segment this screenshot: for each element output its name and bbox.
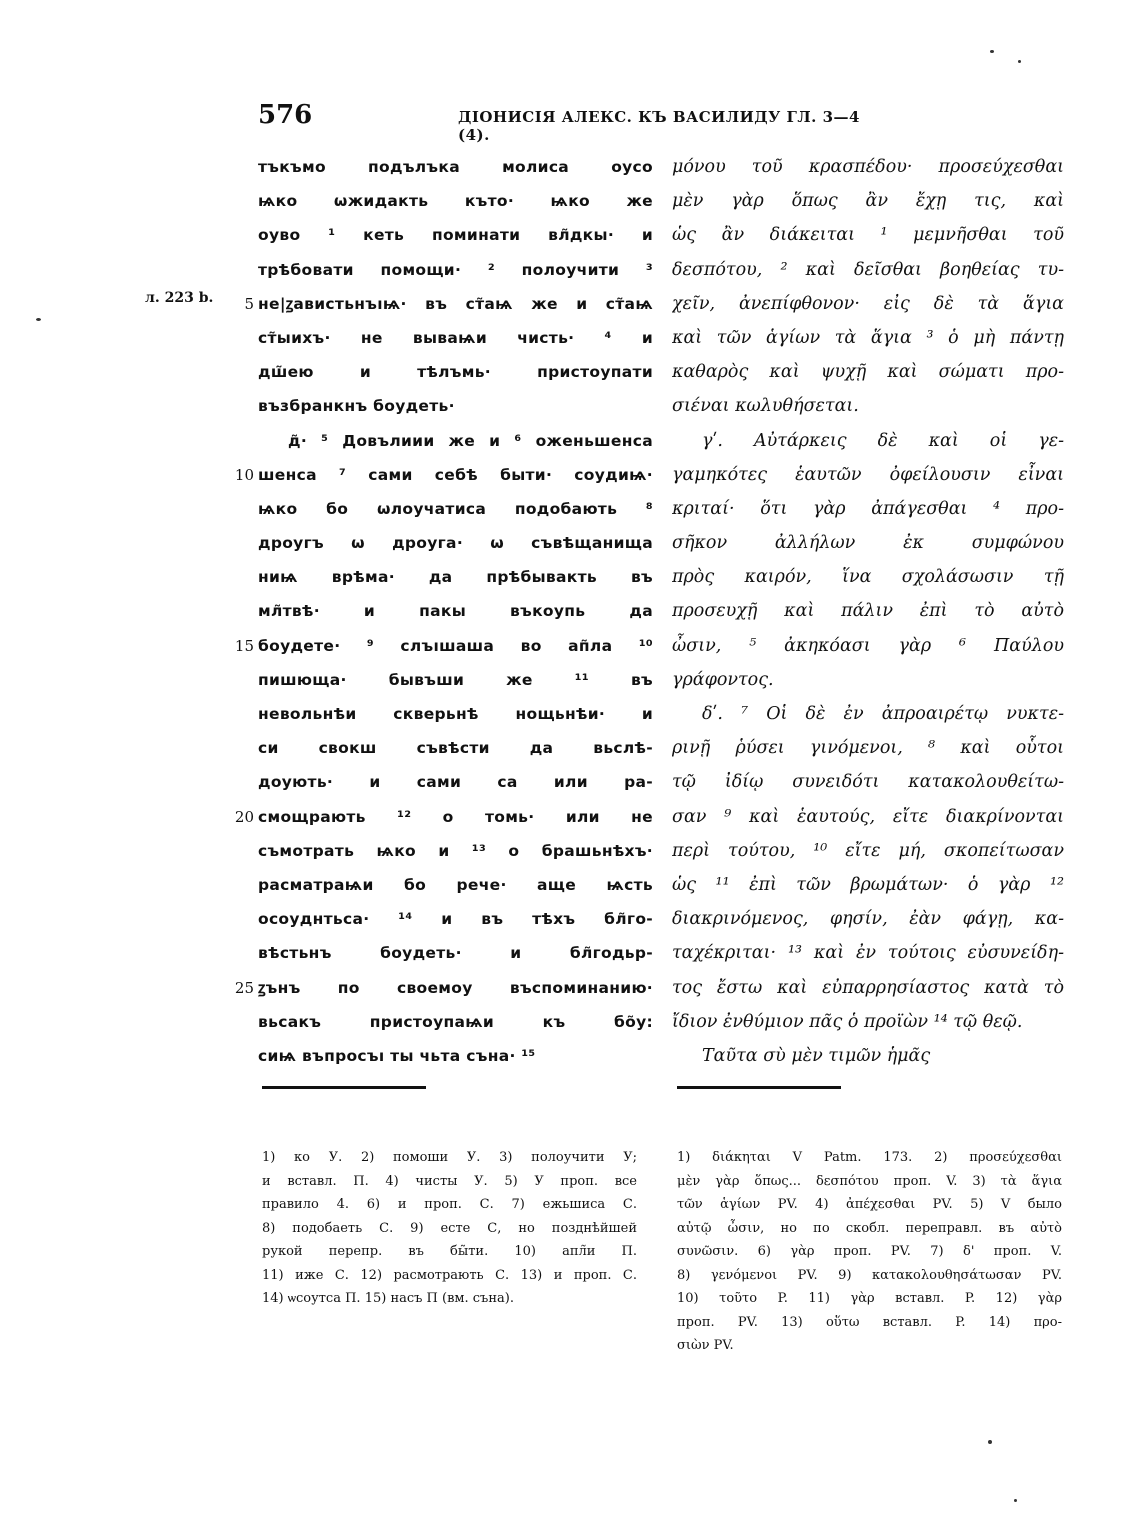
greek-text-line: δʹ. ⁷ Οἱ δὲ ἐν ἀπροαιρέτῳ νυκτε-: [702, 704, 1064, 724]
margin-note: л. 223 b.: [145, 290, 214, 306]
greek-text-line: σῆκον ἀλλήλων ἐκ συμφώνου: [672, 533, 1064, 554]
page-number: 576: [258, 100, 313, 130]
greek-text-line: σιέναι κωλυθήσεται.: [672, 396, 859, 417]
slavonic-text-line: ст̃ыихъ· не вываѩи чисть· ⁴ и: [258, 328, 653, 347]
greek-text-line: καθαρὸς καὶ ψυχῇ καὶ σώματι προ-: [672, 362, 1064, 383]
footnote-line: и вставл. П. 4) чисты У. 5) У проп. все: [262, 1173, 637, 1189]
slavonic-text-line: вѣстьнъ боудеть· и бл̃годьр-: [258, 944, 653, 963]
greek-text-line: ταχέκριται· ¹³ καὶ ἐν τούτοις εὐσυνείδη-: [672, 943, 1064, 964]
slavonic-text-line: тъкъмо подълъка молиса оусо: [258, 158, 653, 176]
slavonic-text-line: вьсакъ пристоупаѩи къ бо̃у:: [258, 1012, 653, 1031]
footnotes-right: [677, 1146, 1062, 1358]
footnote-line: σιὼν PV.: [677, 1338, 734, 1353]
footnote-line: τῶν ἁγίων PV. 4) ἀπέχεσθαι PV. 5) V было: [677, 1197, 1062, 1212]
footnote-line: правило 4. 6) и проп. С. 7) ежьшиса С.: [262, 1197, 637, 1212]
footnote-rule-right: [677, 1086, 841, 1089]
scan-speck: [36, 318, 41, 321]
greek-text-line: σαν ⁹ καὶ ἑαυτούς, εἴτε διακρίνονται: [672, 806, 1064, 827]
greek-text-line: ρινῇ ῥύσει γινόμενοι, ⁸ καὶ οὗτοι: [672, 738, 1064, 759]
line-number: 10: [234, 465, 254, 484]
slavonic-text-line: съмотрать ѩко и ¹³ о брашьнѣхъ·: [258, 841, 653, 860]
footnote-line: 8) подобаеть С. 9) есте С, но позднѣйшей: [262, 1220, 637, 1236]
footnote-line: 11) иже С. 12) расмотрають С. 13) и проп. С.: [262, 1267, 637, 1283]
greek-text-line: μόνου τοῦ κρασπέδου· προσεύχεσθαι: [672, 157, 1064, 177]
line-number: 20: [234, 807, 254, 826]
greek-text-line: καὶ τῶν ἁγίων τὰ ἅγια ³ ὁ μὴ πάντῃ: [672, 327, 1064, 348]
greek-text-line: ἴδιον ἐνθύμιον πᾶς ὁ προϊὼν ¹⁴ τῷ θεῷ.: [672, 1011, 1023, 1032]
slavonic-text-line: не|ꙁавистьнъıѩ· въ ст̃аѩ же и ст̃аѩ: [258, 294, 653, 313]
slavonic-text-line: ѩко бо ѡлоучатиса подобають ⁸: [258, 499, 653, 518]
footnote-line: 8) γενόμενοι PV. 9) κατακολουθησάτωσαν PV.: [677, 1267, 1062, 1283]
greek-text-line: τῷ ἰδίῳ συνειδότι κατακολουθείτω-: [672, 772, 1064, 793]
footnotes-left: [262, 1146, 637, 1311]
slavonic-text-line: си свокш съвѣсти да вьслѣ-: [258, 739, 653, 758]
greek-text-line: ὡς ἂν διάκειται ¹ μεμνῆσθαι τοῦ: [672, 225, 1064, 246]
line-number: 25: [234, 978, 254, 997]
slavonic-text-line: расматраѩи бо рече· аще ѩсть: [258, 875, 653, 894]
greek-text-line: δεσπότου, ² καὶ δεῖσθαι βοηθείας τυ-: [672, 259, 1064, 280]
footnote-line: 1) ко У. 2) помоши У. 3) полоучити У;: [262, 1150, 637, 1165]
greek-text-line: τος ἔστω καὶ εὐπαρρησίαστος κατὰ τὸ: [672, 977, 1064, 998]
slavonic-text-line: доують· и сами са или ра-: [258, 773, 653, 792]
greek-text-line: ὦσιν, ⁵ ἀκηκόασι γὰρ ⁶ Παύλου: [672, 635, 1064, 656]
running-title: ДІОНИСІЯ АЛЕКС. КЪ ВАСИЛИДУ ГЛ. 3—4 (4).: [458, 108, 860, 144]
footnote-rule-left: [262, 1086, 426, 1089]
slavonic-text-line: оуво ¹ кеть поминати вл̃дкы· и: [258, 226, 653, 245]
greek-text-line: μὲν γὰρ ὅπως ἂν ἔχῃ τις, καὶ: [672, 191, 1064, 212]
slavonic-text-line: пишюща· бывъши же ¹¹ въ: [258, 670, 653, 689]
greek-text-line: γράφοντος.: [672, 669, 774, 690]
scan-speck: [990, 50, 994, 53]
greek-text-line: χεῖν, ἀνεπίφθονον· εἰς δὲ τὰ ἅγια: [672, 293, 1064, 314]
greek-text-line: διακρινόμενος, φησίν, ἐὰν φάγῃ, κα-: [672, 909, 1064, 930]
greek-text-line: Ταῦτα σὺ μὲν τιμῶν ἡμᾶς: [702, 1045, 931, 1066]
greek-text-line: περὶ τούτου, ¹⁰ εἴτε μή, σκοπείτωσαν: [672, 840, 1064, 861]
greek-text-line: γʹ. Αὐτάρκεις δὲ καὶ οἱ γε-: [702, 430, 1064, 451]
greek-text-line: γαμηκότες ἑαυτῶν ὀφείλουσιν εἶναι: [672, 464, 1064, 485]
footnote-line: 10) τοῦτο P. 11) γὰρ вставл. P. 12) γὰρ: [677, 1291, 1062, 1306]
slavonic-text-line: д̃· ⁵ Довълиии же и ⁶ оженьшенса: [288, 431, 653, 450]
slavonic-text-line: дш̃ею и тѣлъмь· пристоупати: [258, 363, 653, 382]
slavonic-text-line: смощрають ¹² о томь· или не: [258, 807, 653, 826]
footnote-line: 14) ѡсоутса П. 15) насъ П (вм. съна).: [262, 1291, 514, 1306]
slavonic-text-line: ѩко ѡжидакть къто· ѩко же: [258, 192, 653, 211]
scan-speck: [988, 1440, 992, 1444]
page-header: [258, 100, 868, 144]
footnote-line: μὲν γὰρ ὅπως... δεσπότου проп. V. 3) τὰ ἅγια: [677, 1173, 1062, 1189]
footnote-line: αὐτῷ ὦσιν, но по скобл. переправл. въ αὐτὸ: [677, 1220, 1062, 1236]
line-number: 5: [244, 294, 254, 313]
greek-text-line: πρὸς καιρόν, ἵνα σχολάσωσιν τῇ: [672, 567, 1064, 588]
greek-text-line: προσευχῇ καὶ πάλιν ἐπὶ τὸ αὐτὸ: [672, 601, 1064, 622]
footnote-line: проп. PV. 13) οὕτω вставл. P. 14) προ-: [677, 1314, 1062, 1330]
slavonic-text-line: трѣбовати помощи· ² полоучити ³: [258, 260, 653, 279]
slavonic-text-line: шенса ⁷ сами себѣ быти· соудиѩ·: [258, 465, 653, 484]
slavonic-text-line: ꙁънъ по своемоу въспоминанию·: [258, 978, 653, 997]
scan-speck: [1018, 60, 1021, 63]
scan-speck: [1014, 1499, 1017, 1502]
greek-text-line: ὡς ¹¹ ἐπὶ τῶν βρωμάτων· ὁ γὰρ ¹²: [672, 874, 1064, 895]
greek-text-line: κριταί· ὅτι γὰρ ἀπάγεσθαι ⁴ προ-: [672, 498, 1064, 519]
slavonic-text-line: ниѩ врѣма· да прѣбывакть въ: [258, 568, 653, 587]
line-number: 15: [234, 636, 254, 655]
slavonic-text-line: осоуднтьса· ¹⁴ и въ тѣхъ бл̃го-: [258, 910, 653, 929]
slavonic-text-line: сиѩ въпросъı ты чьта съна· ¹⁵: [258, 1046, 536, 1065]
slavonic-text-line: невольнѣи скверьнѣ нощьнѣи· и: [258, 705, 653, 723]
slavonic-text-line: мл̃твѣ· и пакы въкоупь да: [258, 602, 653, 621]
footnote-line: 1) διάκηται V Patm. 173. 2) προσεύχεσθαι: [677, 1150, 1062, 1165]
footnote-line: συνῶσιν. 6) γὰρ проп. PV. 7) δ' проп. V.: [677, 1244, 1062, 1259]
footnote-line: рукой перепр. въ бы̃ти. 10) апл̃и П.: [262, 1244, 637, 1259]
greek-column: [672, 150, 1064, 1073]
slavonic-column: [258, 150, 653, 1073]
slavonic-text-line: дроугъ ѡ дроуга· ѡ съвѣщанища: [258, 534, 653, 553]
slavonic-text-line: възбранкнъ боудеть·: [258, 397, 455, 416]
slavonic-text-line: боудете· ⁹ слъıшаша во ап̃ла ¹⁰: [258, 636, 653, 655]
